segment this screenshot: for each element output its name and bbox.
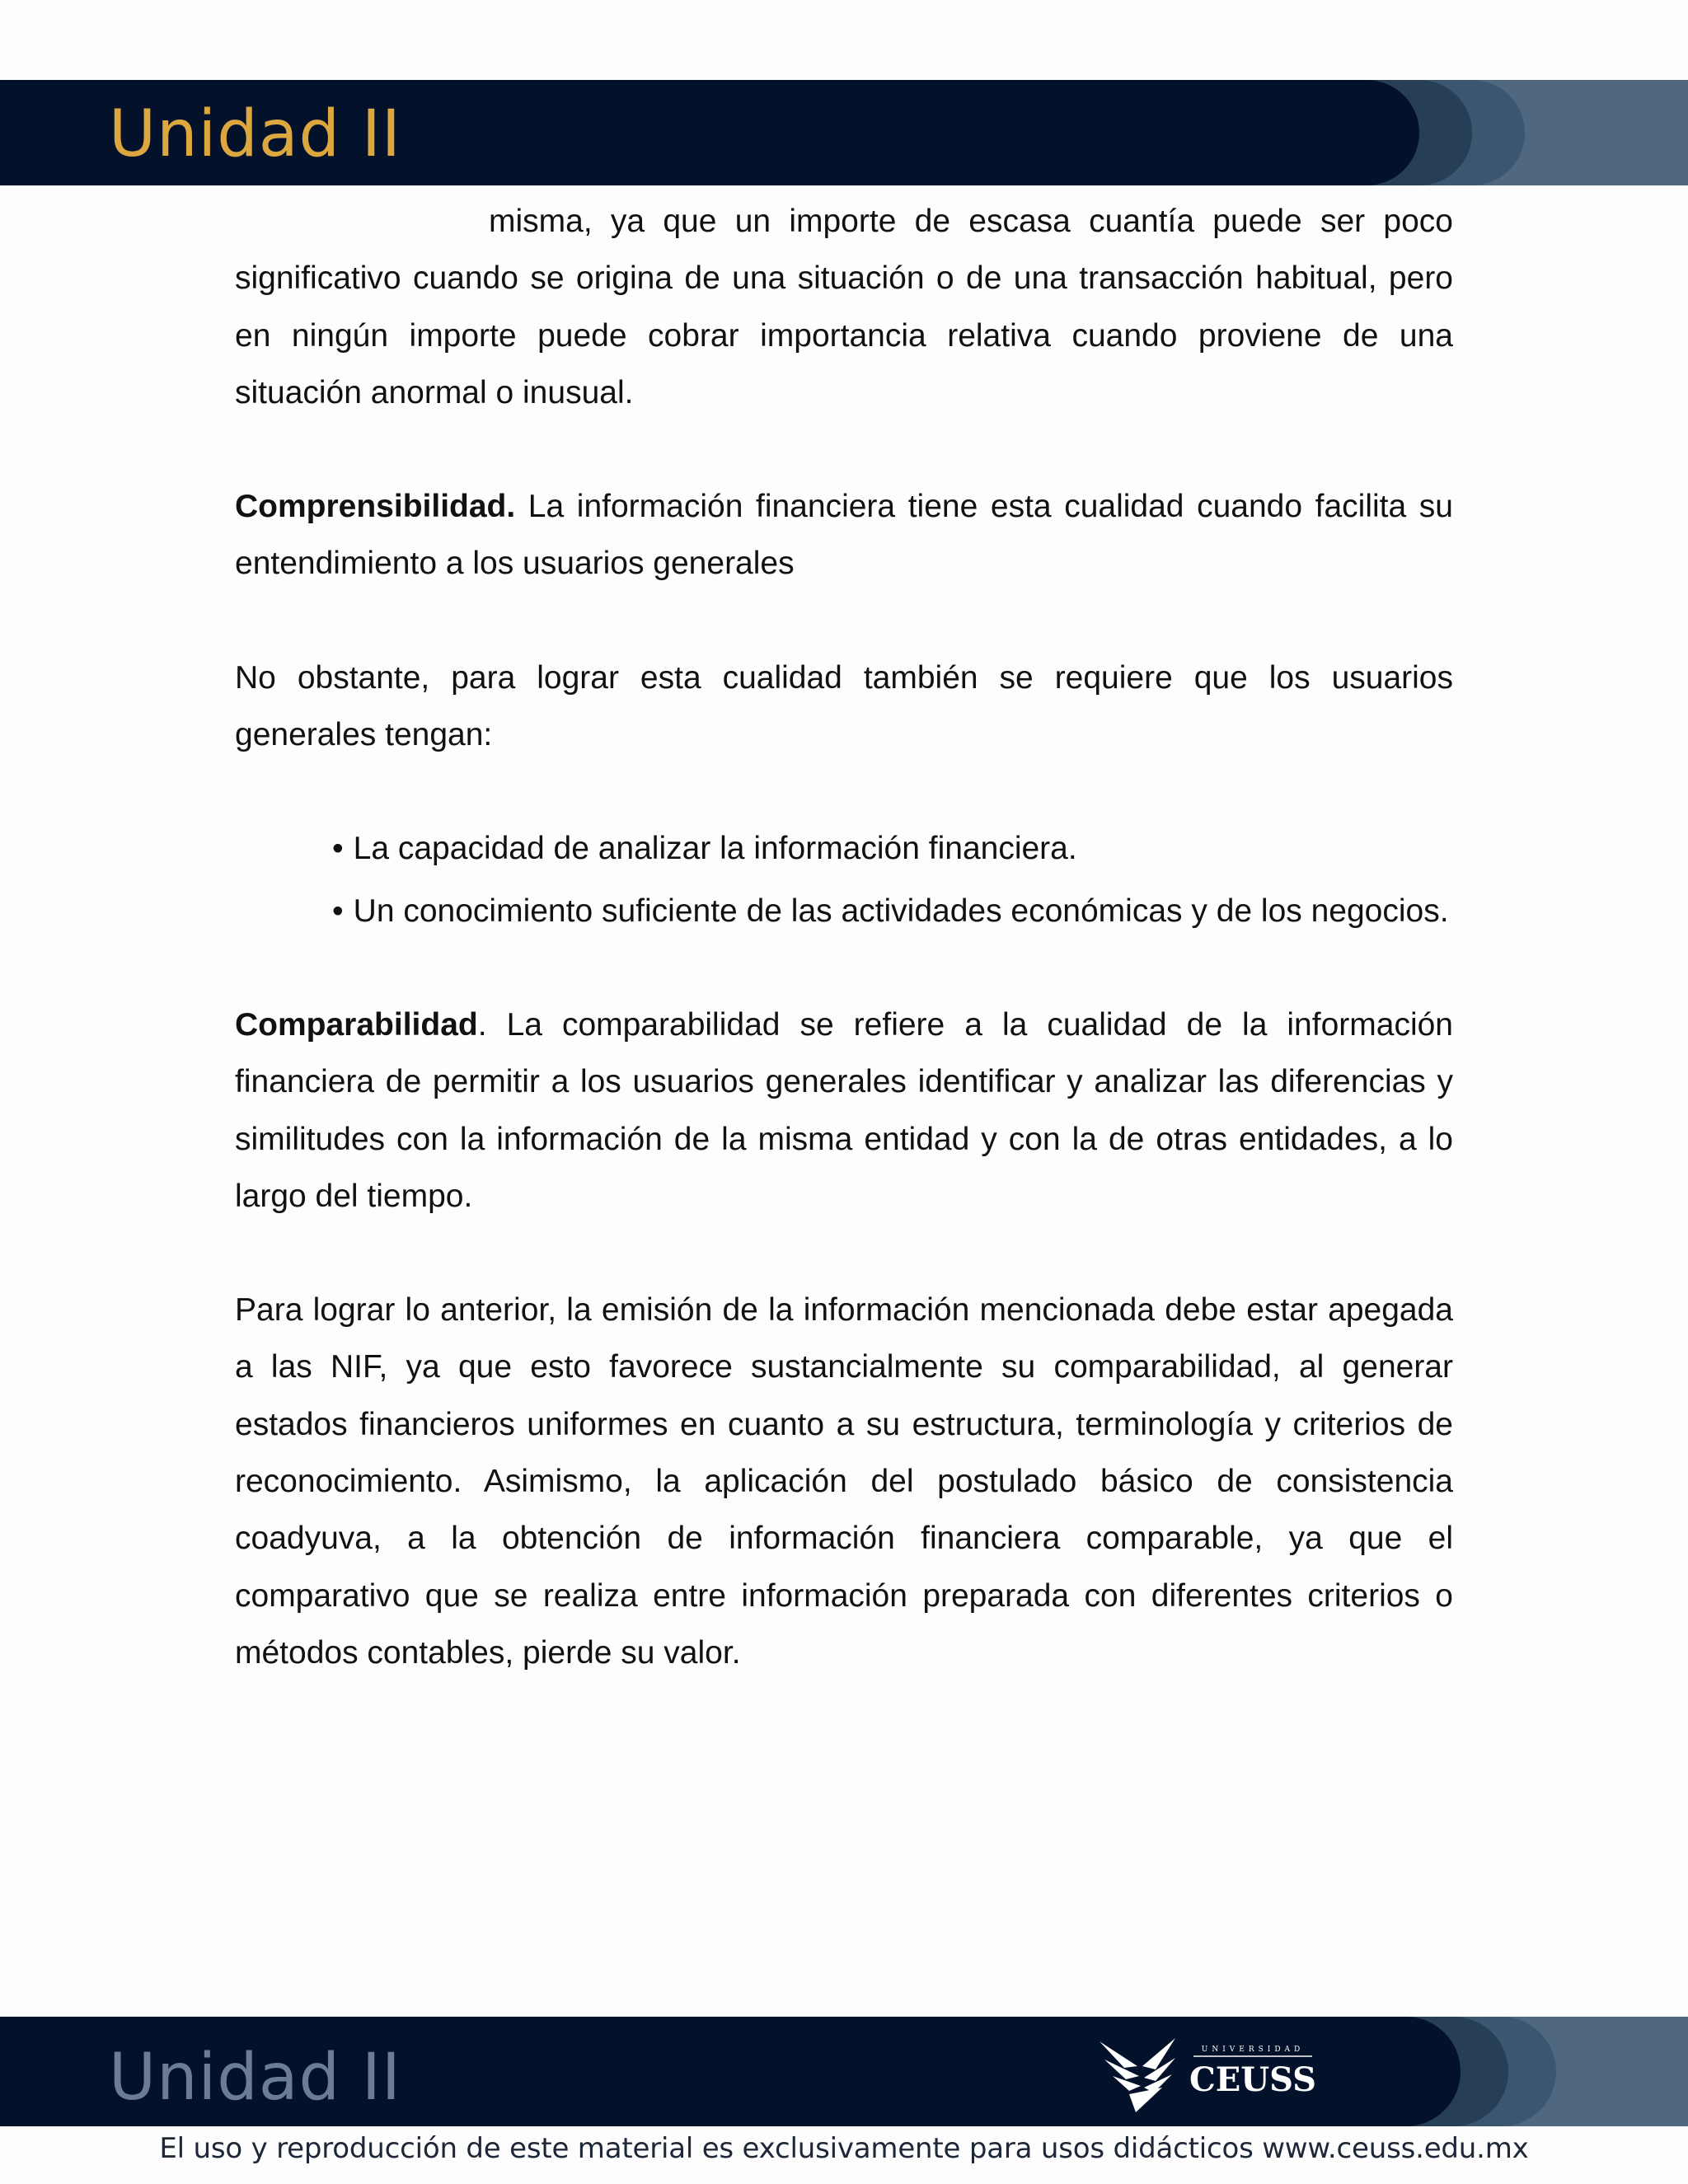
list-item (332, 820, 1453, 877)
bullet-icon: • (332, 893, 344, 929)
bullet-text: Un conocimiento suficiente de las actividades económicas y de los negocios. (353, 893, 1449, 929)
header-unit-title: Unidad II (109, 97, 401, 171)
term-comprensibilidad: Comprensibilidad. (235, 489, 516, 525)
bullet-list (235, 820, 1453, 940)
text-comprensibilidad: La información financiera tiene esta cualidad cuando facilita su entendimiento a los usuarios generales (235, 489, 1453, 582)
footer-usage-note: El uso y reproducción de este material es exclusivamente para usos didácticos www.ceuss.edu.mx (159, 2132, 1529, 2165)
paragraph-no-obstante: No obstante, para lograr esta cualidad también se requiere que los usuarios generales tengan: (235, 659, 1453, 753)
header-band (0, 80, 1688, 185)
eagle-emblem-icon (1100, 2038, 1175, 2112)
footer-band (0, 2017, 1688, 2126)
logo-university-label: UNIVERSIDAD (1201, 2046, 1305, 2054)
ceuss-logo (1096, 2033, 1319, 2116)
paragraph-nif: Para lograr lo anterior, la emisión de la información mencionada debe estar apegada a las NIF, ya que esto favorece sustancialmente su comparabilidad, al generar estados financieros uniformes en cuanto a su estructura, terminología y criterios de reconocimiento. Asimismo, la aplicación del postulado básico de consistencia coadyuva, a la obtención de información financiera comparable, ya que el comparativo que se realiza entre información preparada con diferentes criterios o métodos contables, pierde su valor. (235, 1292, 1453, 1671)
logo-ceuss-label: CEUSS (1189, 2060, 1317, 2099)
paragraph-materialidad-cont: misma, ya que un importe de escasa cuantía puede ser poco significativo cuando se origina de una situación o de una transacción habitual, pero en ningún importe puede cobrar importancia relativa cuando proviene de una situación anormal o inusual. (235, 204, 1453, 410)
term-comparabilidad: Comparabilidad (235, 1006, 478, 1043)
bullet-text: La capacidad de analizar la información financiera. (353, 831, 1077, 867)
bullet-icon: • (332, 831, 344, 867)
document-body (235, 193, 1453, 1681)
paragraph-comprensibilidad (235, 478, 1453, 593)
paragraph-comparabilidad (235, 996, 1453, 1225)
list-item (332, 883, 1453, 940)
footer-unit-title: Unidad II (109, 2041, 401, 2115)
text-comparabilidad: . La comparabilidad se refiere a la cualidad de la información financiera de permitir a los usuarios generales identificar y analizar las diferencias y similitudes con la información de la misma entidad y con la de otras entidades, a lo largo del tiempo. (235, 1006, 1453, 1214)
